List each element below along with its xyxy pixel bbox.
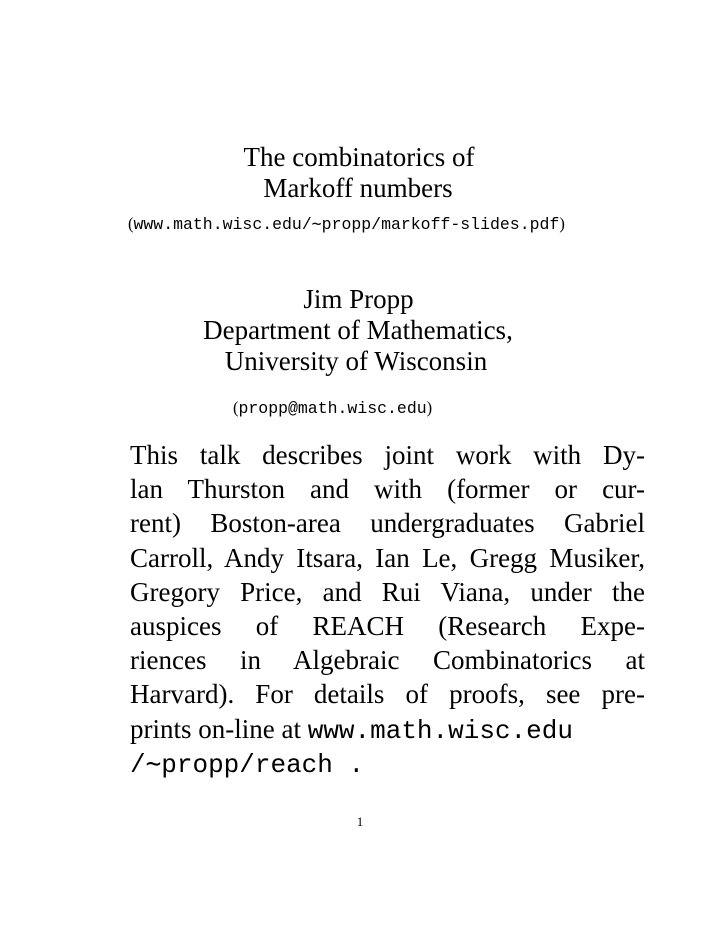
slide-title bbox=[0, 142, 720, 204]
abstract-line: lan Thurston and with (former or cur- bbox=[130, 474, 645, 505]
email-open-paren: ( bbox=[233, 398, 239, 417]
reach-url-part-1[interactable]: www.math.wisc.edu bbox=[307, 715, 573, 746]
email-close-paren: ) bbox=[426, 398, 433, 417]
author-department: Department of Mathematics, bbox=[203, 315, 513, 345]
page-number: 1 bbox=[356, 814, 364, 829]
abstract-paragraph bbox=[130, 438, 645, 780]
title-line-2: Markoff numbers bbox=[263, 173, 453, 203]
abstract-line: This talk describes joint work with Dy- bbox=[130, 440, 645, 470]
author-block bbox=[0, 284, 720, 377]
author-email[interactable] bbox=[233, 396, 432, 421]
author-university: University of Wisconsin bbox=[224, 346, 488, 376]
author-name: Jim Propp bbox=[303, 284, 414, 314]
abstract-line: auspices of REACH (Research Expe- bbox=[130, 610, 645, 641]
abstract-line-url bbox=[130, 746, 645, 780]
title-line-1: The combinatorics of bbox=[243, 142, 475, 172]
slides-url-text[interactable]: www.math.wisc.edu/∼propp/markoff-slides.pdf bbox=[133, 215, 560, 234]
reach-url-part-2[interactable]: /∼propp/reach . bbox=[130, 749, 365, 780]
abstract-line: riences in Algebraic Combinatorics at bbox=[130, 645, 645, 676]
slides-url-close-paren: ) bbox=[559, 214, 565, 233]
email-text[interactable]: propp@math.wisc.edu bbox=[238, 399, 427, 418]
abstract-line: Carroll, Andy Itsara, Ian Le, Gregg Musiker, bbox=[130, 542, 645, 573]
slides-url-open-paren: ( bbox=[128, 214, 134, 233]
abstract-prefix: prints on-line at bbox=[130, 713, 308, 744]
abstract-line-with-url bbox=[130, 712, 645, 746]
abstract-line: Harvard). For details of proofs, see pre- bbox=[130, 679, 645, 710]
abstract-line: rent) Boston-area undergraduates Gabriel bbox=[130, 508, 645, 539]
slides-url[interactable] bbox=[128, 212, 565, 237]
abstract-line: Gregory Price, and Rui Viana, under the bbox=[130, 576, 645, 607]
